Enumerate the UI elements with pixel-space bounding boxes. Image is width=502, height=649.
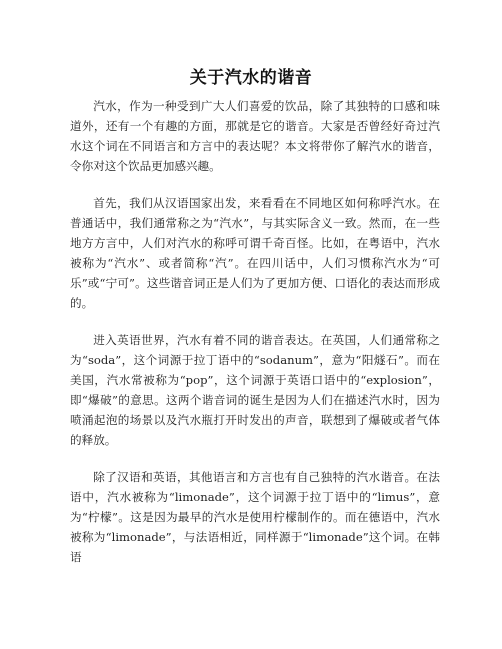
document-title: 关于汽水的谐音 [189, 68, 313, 88]
document-body [70, 96, 440, 584]
paragraph-intro: 汽水，作为一种受到广大人们喜爱的饮品，除了其独特的口感和味道外，还有一个有趣的方面，那就是它的谐音。大家是否曾经好奇过汽水这个词在不同语言和方言中的表达呢？本文将带你了解汽水的谐音，令你对这个饮品更加感兴趣。 [70, 99, 440, 173]
paragraph-english: 进入英语世界，汽水有着不同的谐音表达。在英国，人们通常称之为“soda”，这个词源于拉丁语中的“sodanum”，意为“阳燧石”。而在美国，汽水常被称为“pop”，这个词源于英语口语中的“explosion”，即“爆破”的意思。这两个谐音词的诞生是因为人们在描述汽水时，因为喷涌起泡的场景以及汽水瓶打开时发出的声音，联想到了爆破或者气体的释放。 [70, 333, 440, 447]
paragraph-other-languages: 除了汉语和英语，其他语言和方言也有自己独特的汽水谐音。在法语中，汽水被称为“limonade”，这个词源于拉丁语中的“limus”，意为“柠檬”。这是因为最早的汽水是使用柠檬制作的。而在德语中，汽水被称为“limonade”，与法语相近，同样源于“limonade”这个词。在韩语 [70, 470, 440, 564]
paragraph-chinese-dialects: 首先，我们从汉语国家出发，来看看在不同地区如何称呼汽水。在普通话中，我们通常称之为“汽水”，与其实际含义一致。然而，在一些地方方言中，人们对汽水的称呼可谓千奇百怪。比如，在粤语中，汽水被称为“汽水”、或者简称“汽”。在四川话中，人们习惯称汽水为“可乐”或“宁可”。这些谐音词正是人们为了更加方便、口语化的表达而形成的。 [70, 196, 440, 310]
